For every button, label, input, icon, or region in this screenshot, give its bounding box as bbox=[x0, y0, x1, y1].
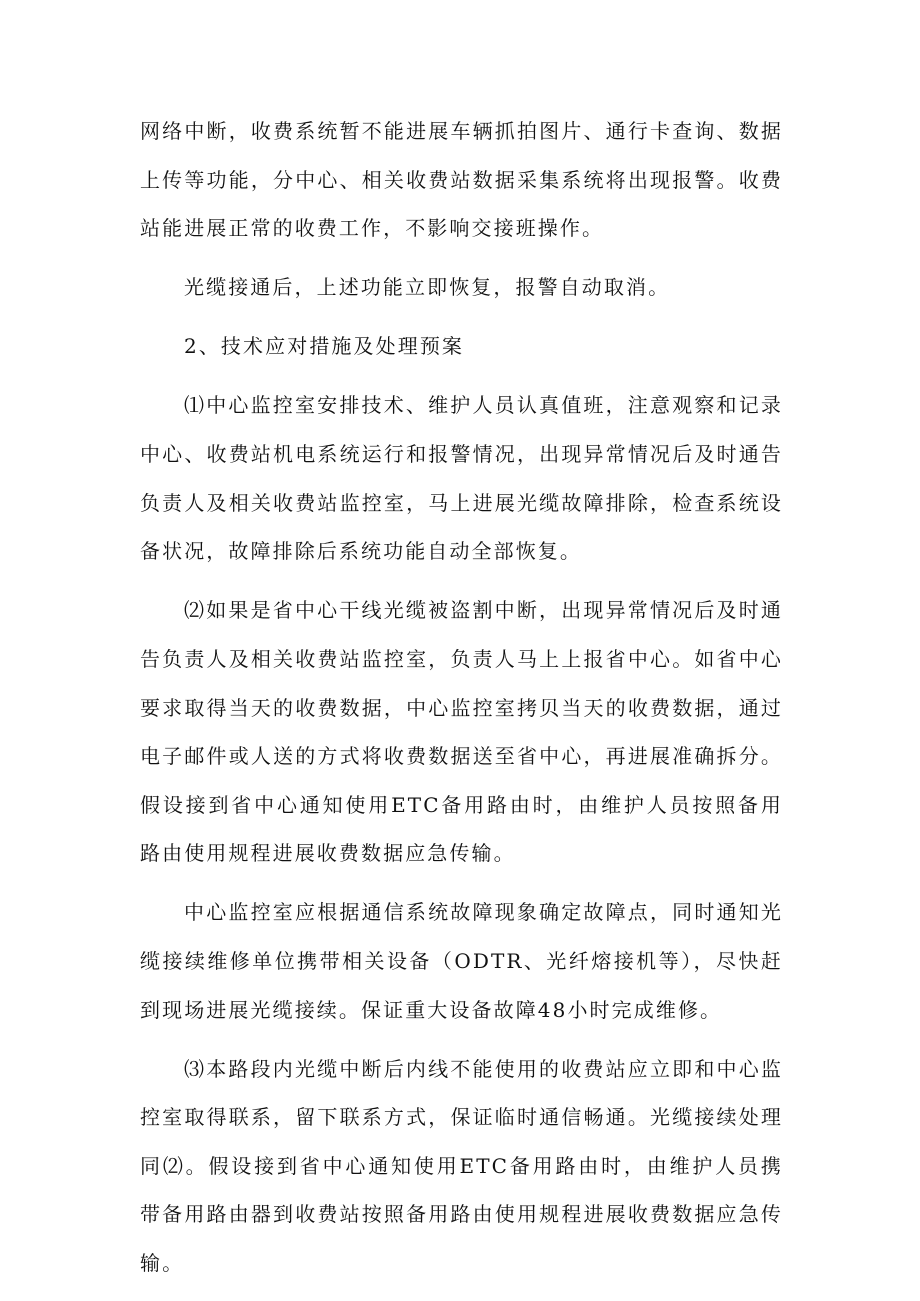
paragraph-item-2: ⑵如果是省中心干线光缆被盗割中断，出现异常情况后及时通告负责人及相关收费站监控室，负责人马上上报省中心。如省中心要求取得当天的收费数据，中心监控室拷贝当天的收费数据，通过电子邮件或人送的方式将收费数据送至省中心，再进展准确拆分。假设接到省中心通知使用ETC备用路由时，由维护人员按照备用路由使用规程进展收费数据应急传输。 bbox=[140, 598, 783, 866]
document-body bbox=[140, 107, 783, 1298]
paragraph-item-1: ⑴中心监控室安排技术、维护人员认真值班，注意观察和记录中心、收费站机电系统运行和报警情况，出现异常情况后及时通告负责人及相关收费站监控室，马上进展光缆故障排除，检查系统设备状况，故障排除后系统功能自动全部恢复。 bbox=[140, 393, 783, 564]
paragraph-fault-location: 中心监控室应根据通信系统故障现象确定故障点，同时通知光缆接续维修单位携带相关设备（ODTR、光纤熔接机等），尽快赶到现场进展光缆接续。保证重大设备故障48小时完成维修。 bbox=[140, 900, 783, 1022]
paragraph-network-interruption: 网络中断，收费系统暂不能进展车辆抓拍图片、通行卡查询、数据上传等功能，分中心、相关收费站数据采集系统将出现报警。收费站能进展正常的收费工作，不影响交接班操作。 bbox=[140, 119, 783, 241]
paragraph-item-3: ⑶本路段内光缆中断后内线不能使用的收费站应立即和中心监控室取得联系，留下联系方式，保证临时通信畅通。光缆接续处理同⑵。假设接到省中心通知使用ETC备用路由时，由维护人员携带备用路由器到收费站按照备用路由使用规程进展收费数据应急传输。 bbox=[140, 1056, 783, 1276]
paragraph-cable-restored: 光缆接通后，上述功能立即恢复，报警自动取消。 bbox=[184, 275, 671, 300]
section-heading-technical-measures: 2、技术应对措施及处理预案 bbox=[184, 334, 465, 359]
